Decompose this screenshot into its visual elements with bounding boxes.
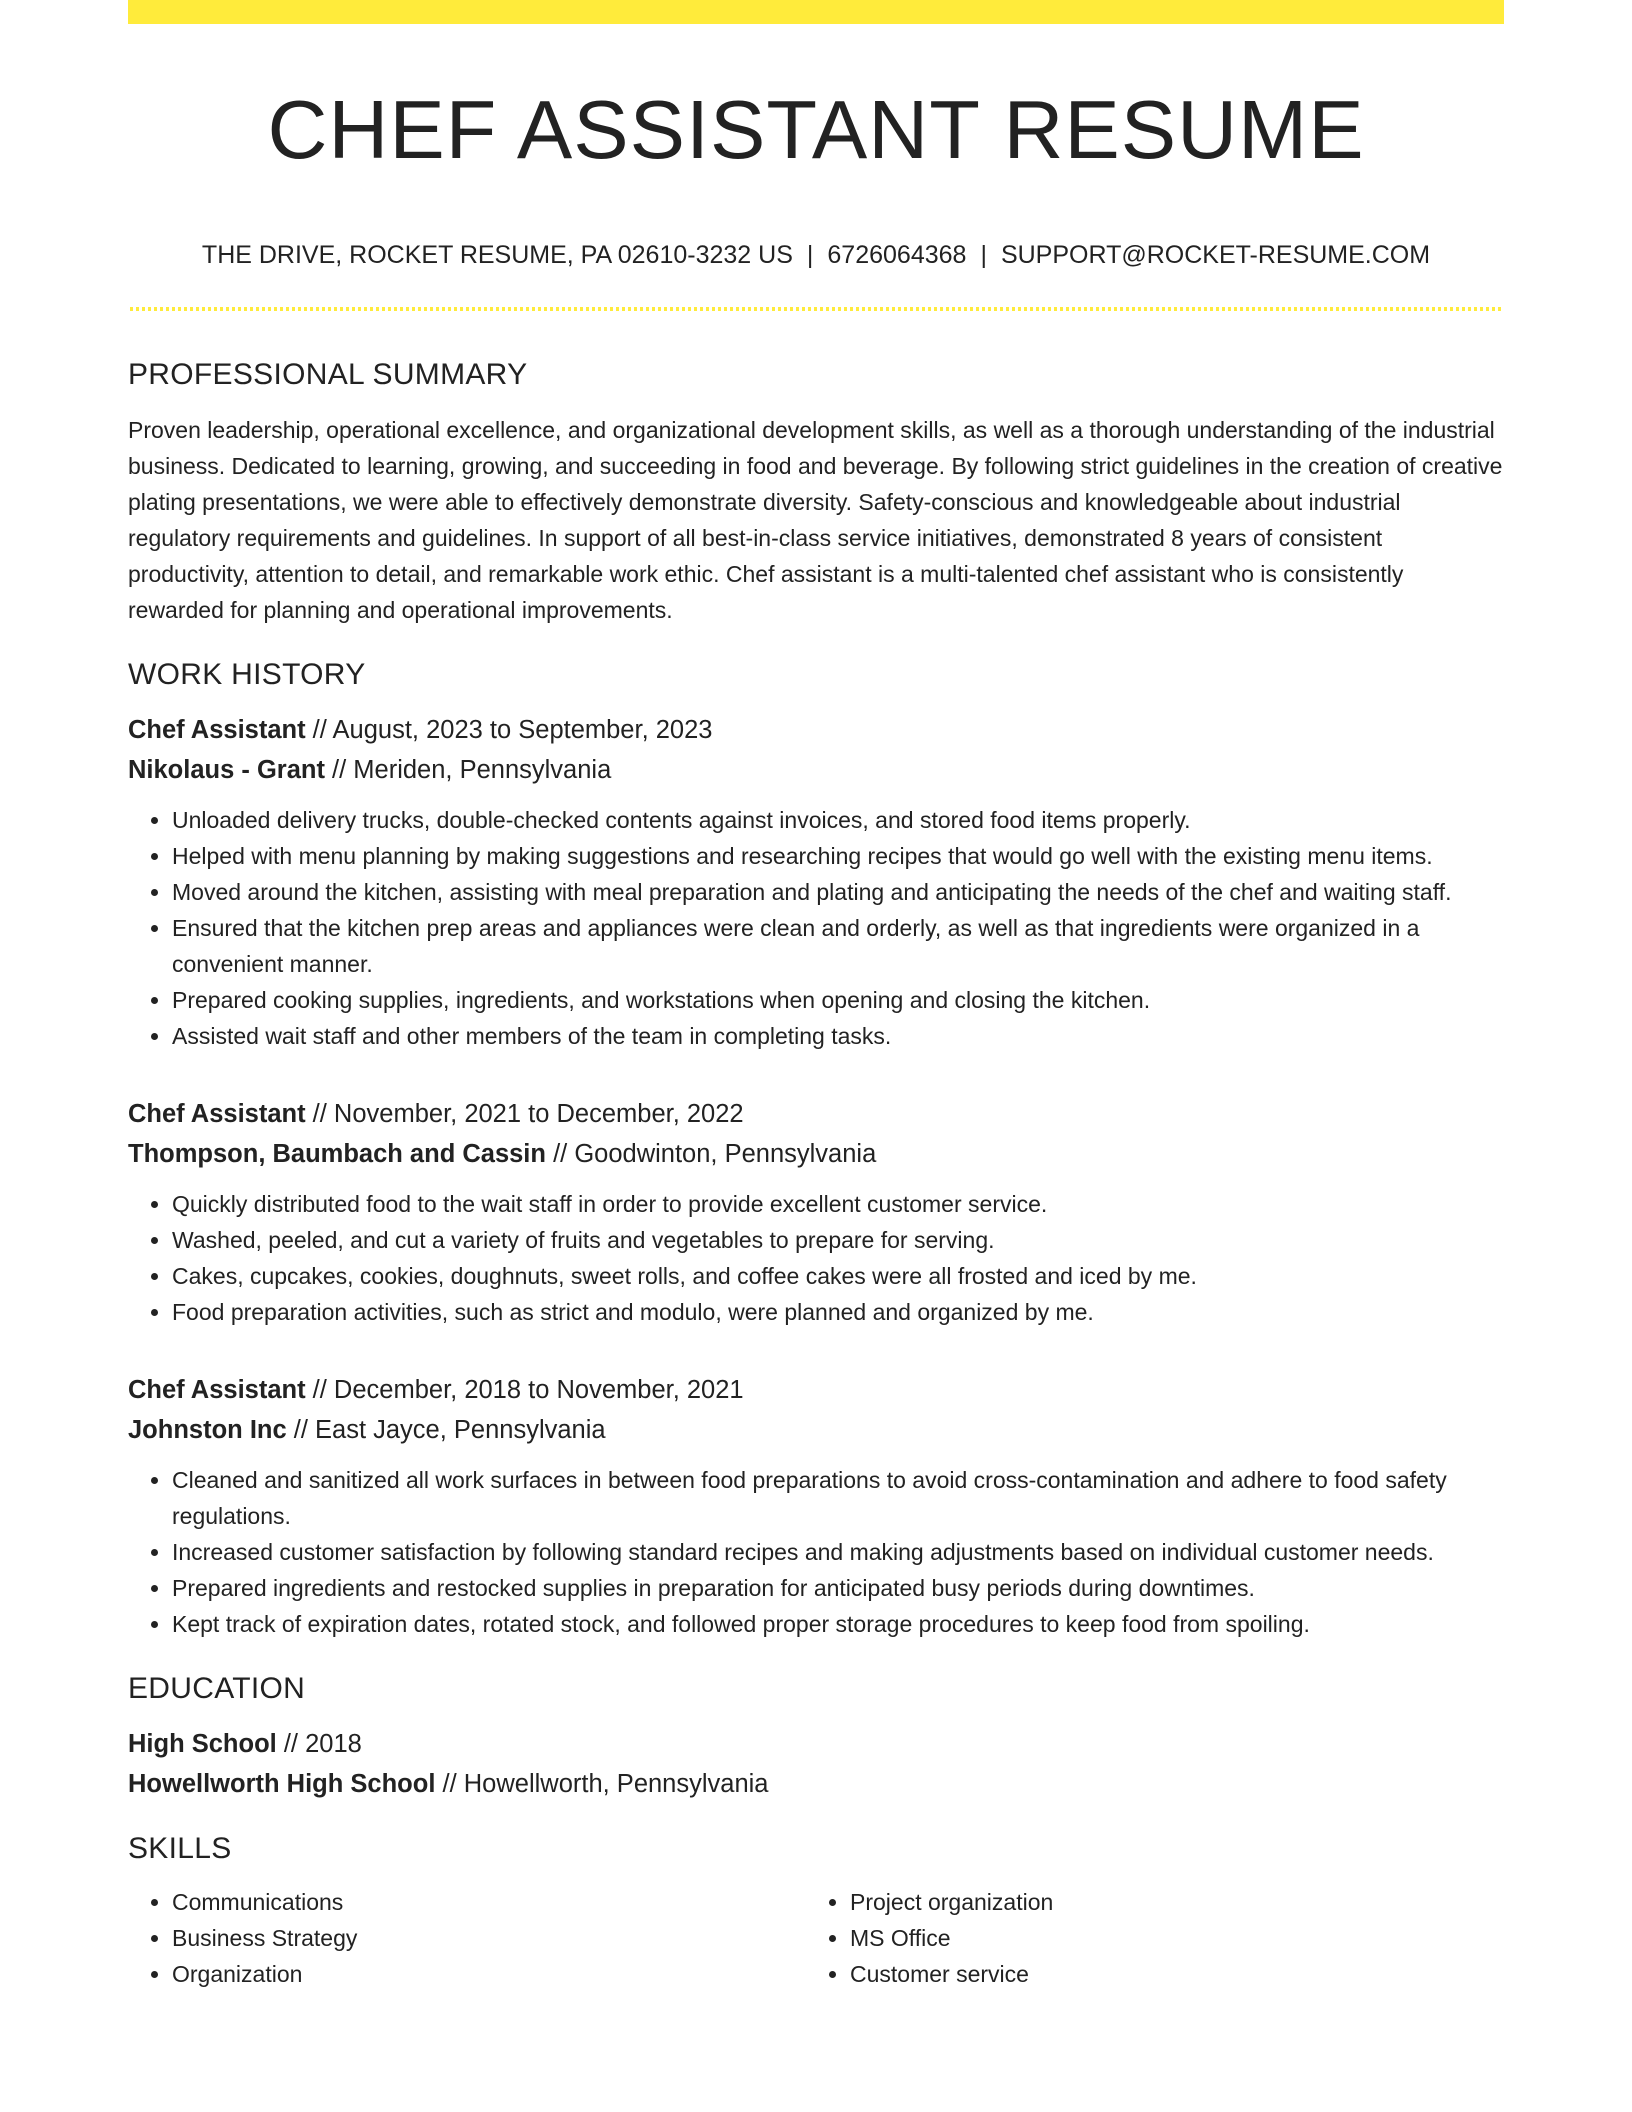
top-accent-bar bbox=[128, 0, 1504, 24]
education-year: // 2018 bbox=[276, 1730, 362, 1758]
job-location: // Meriden, Pennsylvania bbox=[324, 756, 612, 784]
job-dates: // August, 2023 to September, 2023 bbox=[305, 716, 713, 744]
resume-title: CHEF ASSISTANT RESUME bbox=[267, 83, 1365, 176]
dotted-divider bbox=[128, 307, 1504, 311]
skills-column-left bbox=[128, 1884, 806, 1992]
job-company: Nikolaus - Grant bbox=[128, 756, 325, 784]
skills-section bbox=[128, 1828, 1504, 1992]
skills-heading: SKILLS bbox=[128, 1832, 232, 1865]
education-location: // Howellworth, Pennsylvania bbox=[435, 1770, 769, 1798]
job-dates: // November, 2021 to December, 2022 bbox=[305, 1100, 744, 1128]
education-entry bbox=[128, 1724, 1504, 1804]
job-dates: // December, 2018 to November, 2021 bbox=[305, 1376, 744, 1404]
education-school: Howellworth High School bbox=[128, 1770, 436, 1798]
job-company-line bbox=[128, 1134, 1504, 1174]
list-item: • Washed, peeled, and cut a variety of fruits and vegetables to prepare for serving. bbox=[172, 1222, 1504, 1258]
job-bullets bbox=[128, 802, 1504, 1054]
job-bullets bbox=[128, 1462, 1504, 1642]
list-item: • Helped with menu planning by making suggestions and researching recipes that would go well with the existing menu items. bbox=[172, 838, 1504, 874]
job-location: // Goodwinton, Pennsylvania bbox=[545, 1140, 877, 1168]
list-item: • Customer service bbox=[850, 1956, 1484, 1992]
list-item: • Prepared cooking supplies, ingredients, and workstations when opening and closing the kitchen. bbox=[172, 982, 1504, 1018]
contact-email: SUPPORT@ROCKET-RESUME.COM bbox=[1000, 241, 1431, 269]
list-item: • Unloaded delivery trucks, double-checked contents against invoices, and stored food items properly. bbox=[172, 802, 1504, 838]
job-title-line bbox=[128, 1094, 1504, 1134]
skills-grid bbox=[128, 1884, 1504, 1992]
education-degree-line bbox=[128, 1724, 1504, 1764]
list-item: • Cleaned and sanitized all work surfaces in between food preparations to avoid cross-contamination and adhere to food safety regulations. bbox=[172, 1462, 1504, 1534]
job-title: Chef Assistant bbox=[128, 1100, 306, 1128]
list-item: • Increased customer satisfaction by following standard recipes and making adjustments based on individual customer needs. bbox=[172, 1534, 1504, 1570]
summary-heading: PROFESSIONAL SUMMARY bbox=[128, 358, 528, 391]
list-item: • Quickly distributed food to the wait staff in order to provide excellent customer service. bbox=[172, 1186, 1504, 1222]
education-section bbox=[128, 1668, 1504, 1804]
list-item: • Food preparation activities, such as strict and modulo, were planned and organized by me. bbox=[172, 1294, 1504, 1330]
job-company-line bbox=[128, 1410, 1504, 1450]
list-item: • Kept track of expiration dates, rotated stock, and followed proper storage procedures to keep food from spoiling. bbox=[172, 1606, 1504, 1642]
list-item: • Business Strategy bbox=[172, 1920, 806, 1956]
list-item: • Cakes, cupcakes, cookies, doughnuts, sweet rolls, and coffee cakes were all frosted and iced by me. bbox=[172, 1258, 1504, 1294]
list-item: • Organization bbox=[172, 1956, 806, 1992]
job-bullets bbox=[128, 1186, 1504, 1330]
job-entry bbox=[128, 1370, 1504, 1642]
job-title-line bbox=[128, 710, 1504, 750]
skills-column-right bbox=[806, 1884, 1484, 1992]
job-location: // East Jayce, Pennsylvania bbox=[286, 1416, 606, 1444]
list-item: • Project organization bbox=[850, 1884, 1484, 1920]
list-item: • Moved around the kitchen, assisting with meal preparation and plating and anticipating the needs of the chef and waiting staff. bbox=[172, 874, 1504, 910]
contact-address: THE DRIVE, ROCKET RESUME, PA 02610-3232 US bbox=[201, 241, 793, 269]
list-item: • MS Office bbox=[850, 1920, 1484, 1956]
job-title: Chef Assistant bbox=[128, 1376, 306, 1404]
education-school-line bbox=[128, 1764, 1504, 1804]
job-entry bbox=[128, 710, 1504, 1054]
contact-phone: 6726064368 bbox=[827, 241, 967, 269]
job-company: Thompson, Baumbach and Cassin bbox=[128, 1140, 546, 1168]
summary-section bbox=[128, 354, 1504, 628]
list-item: • Communications bbox=[172, 1884, 806, 1920]
list-item: • Assisted wait staff and other members of the team in completing tasks. bbox=[172, 1018, 1504, 1054]
list-item: • Ensured that the kitchen prep areas and appliances were clean and orderly, as well as that ingredients were organized in a convenient manner. bbox=[172, 910, 1504, 982]
summary-text: Proven leadership, operational excellence, and organizational development skills, as well as a thorough understanding of the industrial business. Dedicated to learning, growing, and succeeding in food and beverage. By following strict guidelines in the creation of creative plating presentations, we were able to effectively demonstrate diversity. Safety-conscious and knowledgeable about industrial regulatory requirements and guidelines. In support of all best-in-class service initiatives, demonstrated 8 years of consistent productivity, attention to detail, and remarkable work ethic. Chef assistant is a multi-talented chef assistant who is consistently rewarded for planning and operational improvements. bbox=[128, 417, 1503, 623]
contact-separator: | bbox=[980, 241, 987, 269]
job-company-line bbox=[128, 750, 1504, 790]
resume-content bbox=[128, 354, 1504, 1992]
work-history-heading: WORK HISTORY bbox=[128, 658, 366, 691]
work-history-section bbox=[128, 654, 1504, 1642]
job-entry bbox=[128, 1094, 1504, 1330]
job-company: Johnston Inc bbox=[128, 1416, 287, 1444]
list-item: • Prepared ingredients and restocked supplies in preparation for anticipated busy periods during downtimes. bbox=[172, 1570, 1504, 1606]
job-title: Chef Assistant bbox=[128, 716, 306, 744]
education-heading: EDUCATION bbox=[128, 1672, 306, 1705]
contact-line bbox=[128, 237, 1504, 273]
contact-separator: | bbox=[806, 241, 814, 269]
job-title-line bbox=[128, 1370, 1504, 1410]
education-degree: High School bbox=[128, 1730, 277, 1758]
